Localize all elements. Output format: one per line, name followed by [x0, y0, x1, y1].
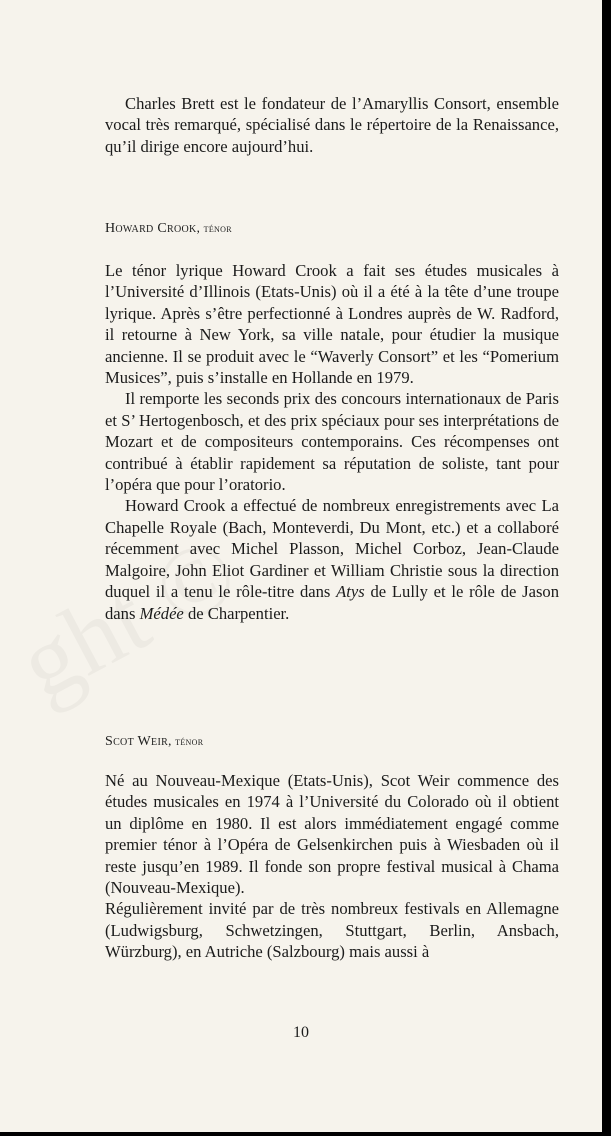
crook-paragraph-2: Il remporte les seconds prix des concours internationaux de Paris et S’ Hertogenbosch, et des prix spéciaux pour ses interprétations de Mozart et de compositeurs contemporains. Ces récompenses ont contribué à établir rapidement sa réputation de soliste, tant pour l’opéra que pour l’oratorio.	[105, 389, 559, 495]
weir-heading: Scot Weir, ténor	[105, 733, 204, 749]
page-number: 10	[293, 1024, 309, 1041]
weir-name: Scot Weir	[105, 734, 169, 749]
crook-role: ténor	[203, 223, 232, 235]
weir-paragraph-1: Né au Nouveau-Mexique (Etats-Unis), Scot Weir commence des études musicales en 1974 à l’Université du Colorado où il obtient un diplôme en 1980. Il est alors immédiatement engagé comme premier ténor à l’Opéra de Gelsenkirchen puis à Wiesbaden où il reste jusqu’en 1989. Il fonde son propre festival musical à Chama (Nouveau-Mexique).	[105, 771, 559, 898]
weir-role: ténor	[175, 736, 204, 748]
intro-paragraph: Charles Brett est le fondateur de l’Amaryllis Consort, ensemble vocal très remarqué, spécialisé dans le répertoire de la Renaissance, qu’il dirige encore aujourd’hui.	[105, 94, 559, 156]
intro-section	[105, 93, 559, 157]
weir-bio	[105, 770, 559, 963]
weir-paragraph-2: Régulièrement invité par de très nombreux festivals en Allemagne (Ludwigsburg, Schwetzingen, Stuttgart, Berlin, Ansbach, Würzburg), en Autriche (Salzbourg) mais aussi à	[105, 899, 559, 962]
work-title-atys: Atys	[336, 582, 365, 602]
crook-paragraph-3: Howard Crook a effectué de nombreux enregistrements avec La Chapelle Royale (Bach, Monteverdi, Du Mont, etc.) et a collaboré récemment avec Michel Plasson, Michel Corboz, Jean-Claude Malgoire, John Eliot Gardiner et William Christie sous la direction duquel il a tenu le rôle-titre dans Atys de Lully et le rôle de Jason dans Médée de Charpentier.	[105, 496, 559, 623]
scan-edge-bottom	[0, 1132, 611, 1136]
work-title-medee: Médée	[139, 603, 184, 623]
crook-paragraph-1: Le ténor lyrique Howard Crook a fait ses études musicales à l’Université d’Illinois (Etats-Unis) où il a été à la tête d’une troupe lyrique. Après s’être perfectionné à Londres auprès de W. Radford, il retourne à New York, sa ville natale, pour étudier la musique ancienne. Il se produit avec le “Waverly Consort” et les “Pomerium Musices”, puis s’installe en Hollande en 1979.	[105, 261, 559, 388]
crook-bio	[105, 260, 559, 624]
crook-heading: Howard Crook, ténor	[105, 220, 232, 236]
scan-edge-right	[602, 0, 611, 1136]
crook-name: Howard Crook	[105, 221, 197, 236]
